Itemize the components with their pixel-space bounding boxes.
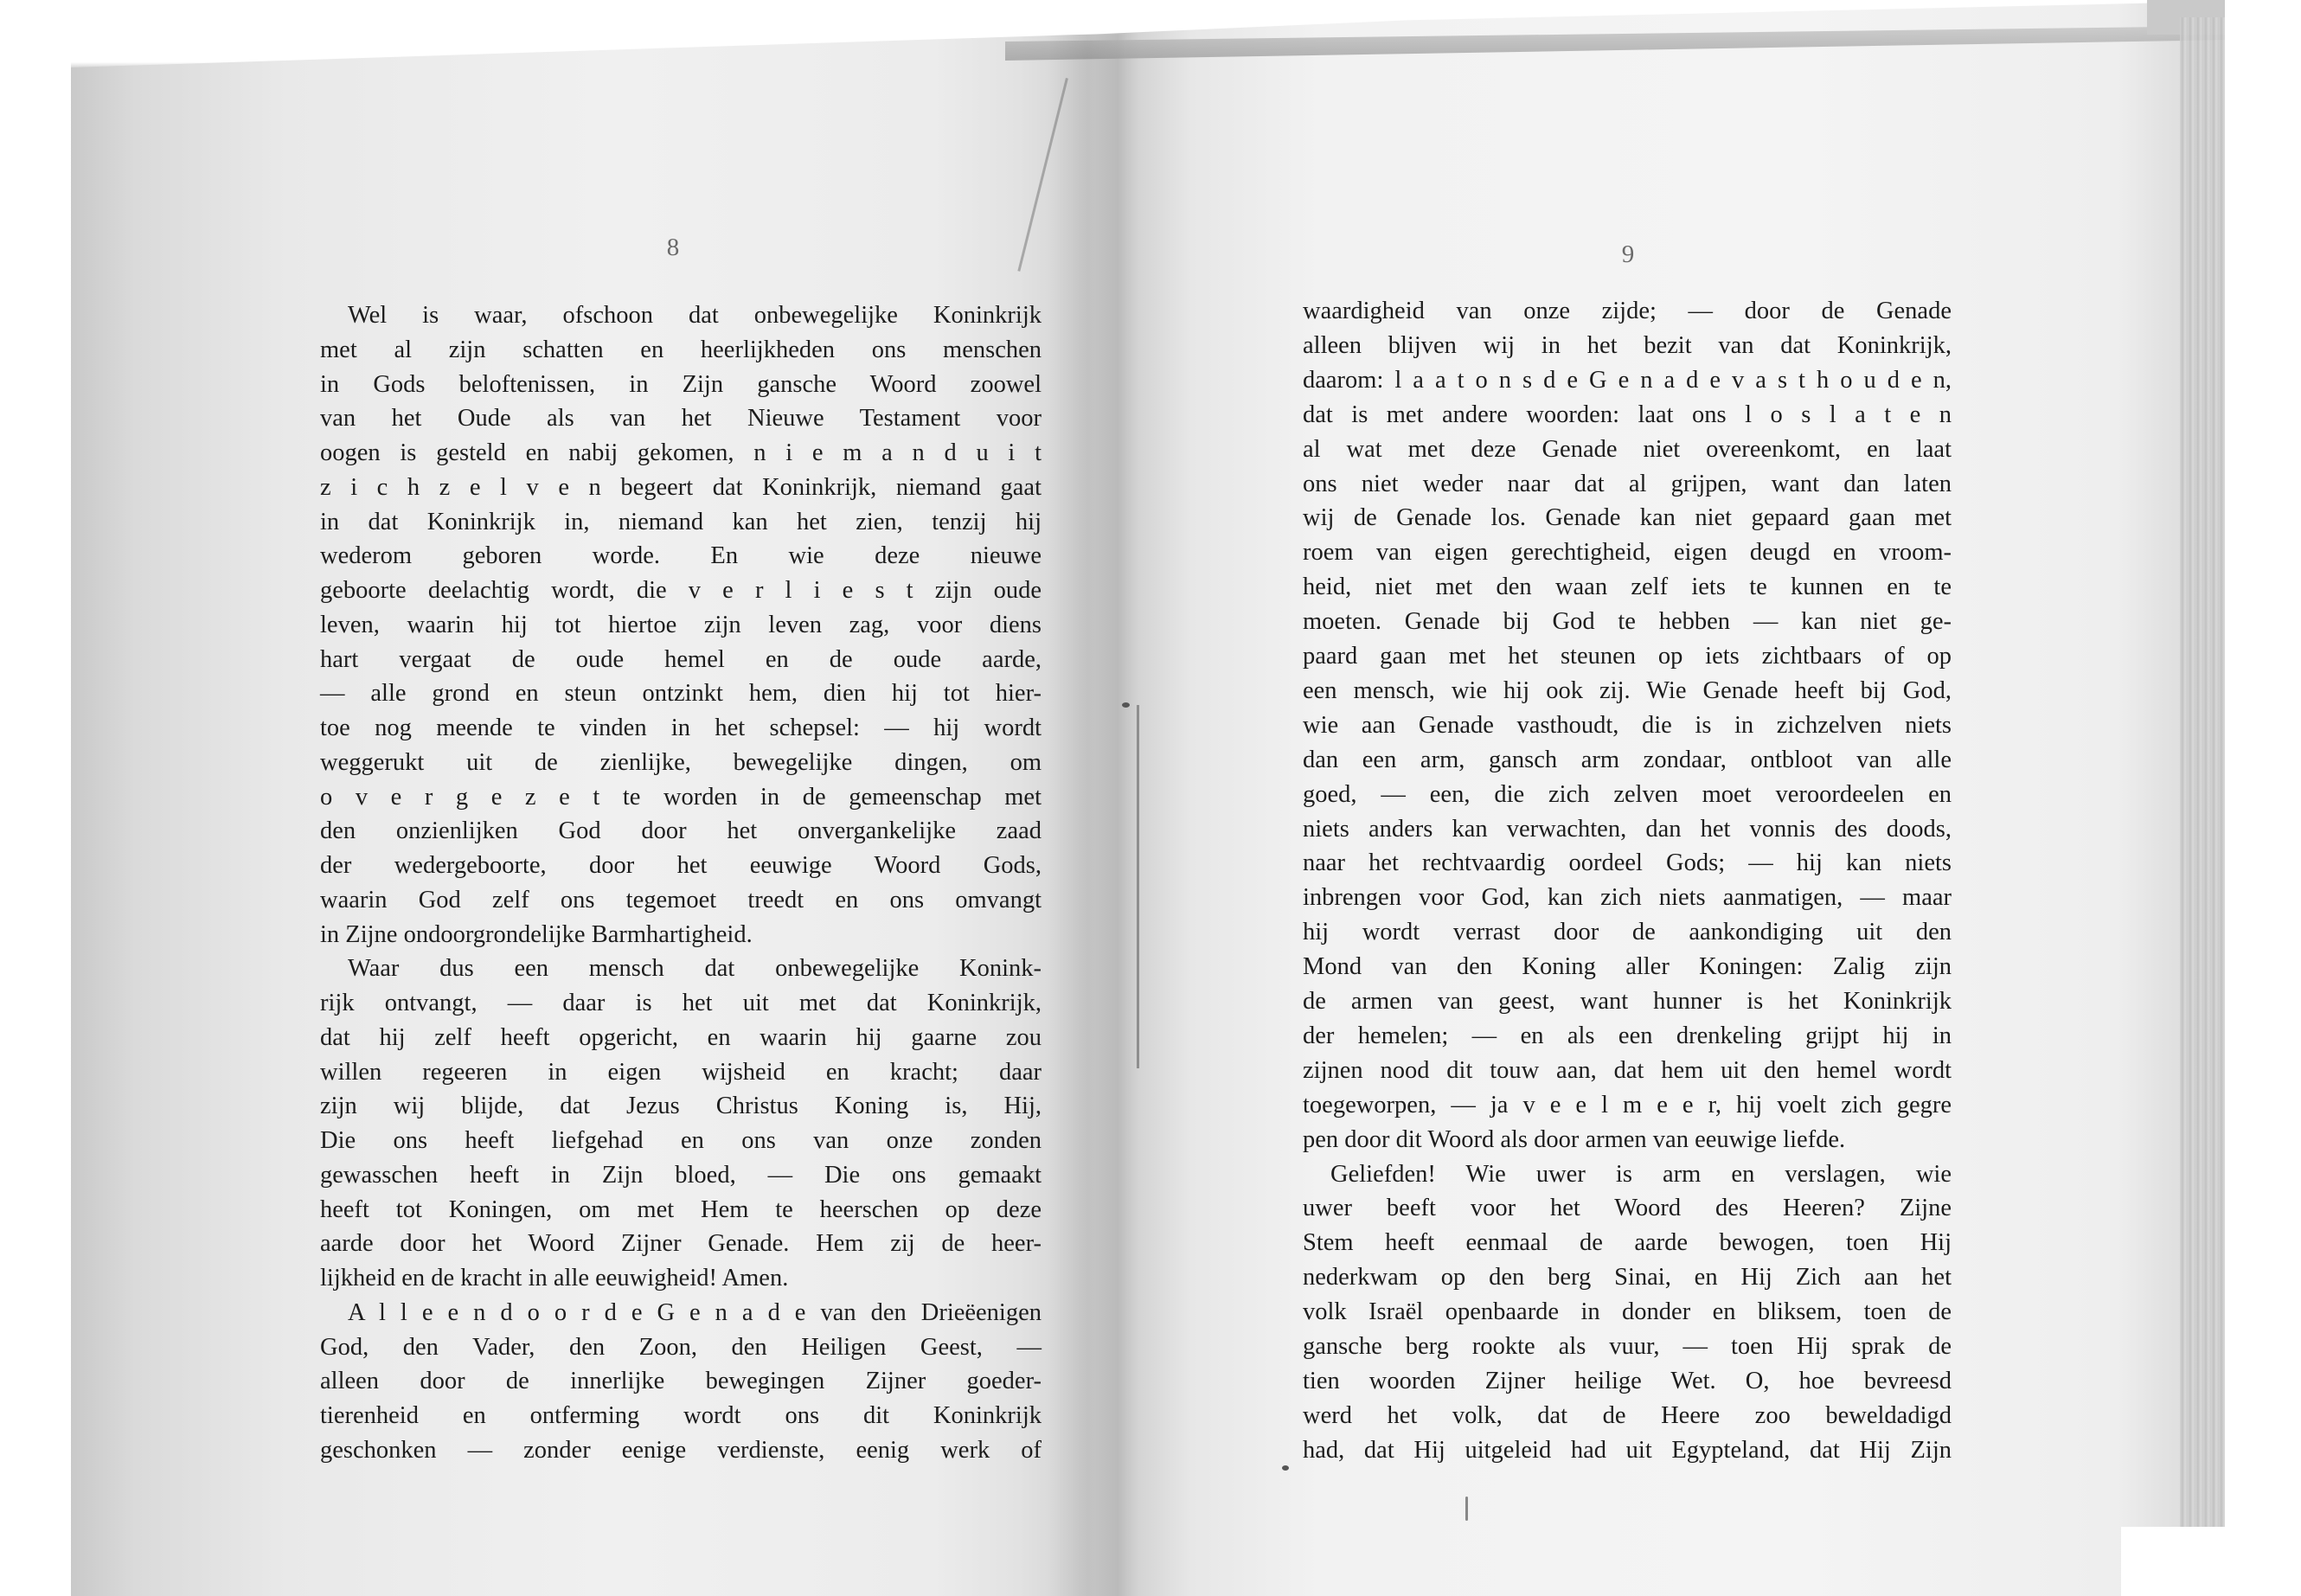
text-line: Mond van den Koning aller Koningen: Zalig zijn [1303, 953, 1952, 981]
text-line: hart vergaat de oude hemel en de oude aarde, [320, 645, 1042, 673]
text-line: gewasschen heeft in Zijn bloed, — Die ons gemaakt [320, 1161, 1042, 1189]
text-line: hij wordt verrast door de aankondiging uit den [1303, 919, 1952, 946]
text-line: paard gaan met het steunen op iets zichtbaars of op [1303, 643, 1952, 670]
ink-speck [1282, 1465, 1289, 1471]
text-line: der hemelen; — en als een drenkeling grijpt hij in [1303, 1022, 1952, 1049]
text-line: leven, waarin hij tot hiertoe zijn leven zag, voor diens [320, 611, 1042, 638]
text-line: al wat met deze Genade niet overeenkomt, en laat [1303, 435, 1952, 463]
page-number: 8 [666, 234, 680, 261]
text-line: zijn wij blijde, dat Jezus Christus Koning is, Hij, [320, 1093, 1042, 1120]
text-line: lijkheid en de kracht in alle eeuwigheid! Amen. [320, 1265, 789, 1292]
text-line: tierenheid en ontferming wordt ons dit Koninkrijk [320, 1402, 1042, 1429]
text-line: volk Israël openbaarde in donder en bliksem, toen de [1303, 1298, 1952, 1326]
text-line: daarom: l a a t o n s d e G e n a d e v a s t h o u d e n, [1303, 366, 1952, 394]
text-line: alleen blijven wij in het bezit van dat Koninkrijk, [1303, 331, 1952, 359]
text-line: had, dat Hij uitgeleid had uit Egypteland, dat Hij Zijn [1303, 1436, 1952, 1464]
text-line: geboorte deelachtig wordt, die v e r l i e s t zijn oude [320, 577, 1042, 604]
text-line: dat is met andere woorden: laat ons l o s l a t e n [1303, 401, 1952, 428]
scanned-book-spread [71, 0, 2225, 1596]
text-line: o v e r g e z e t te worden in de gemeenschap met [320, 783, 1042, 811]
text-line: de armen van geest, want hunner is het Koninkrijk [1303, 988, 1952, 1015]
text-line: pen door dit Woord als door armen van eeuwige liefde. [1303, 1125, 1846, 1153]
text-line: heid, niet met den waan zelf iets te kunnen en te [1303, 574, 1952, 601]
text-line: gansche berg rookte als vuur, — toen Hij sprak de [1303, 1333, 1952, 1360]
text-line: geschonken — zonder eenige verdienste, eenig werk of [320, 1436, 1042, 1464]
text-line: Wel is waar, ofschoon dat onbewegelijke Koninkrijk [348, 302, 1042, 329]
text-line: van het Oude als van het Nieuwe Testament voor [320, 405, 1042, 433]
text-line: een mensch, wie hij ook zij. Wie Genade heeft bij God, [1303, 676, 1952, 704]
text-line: Waar dus een mensch dat onbewegelijke Konink- [348, 955, 1042, 983]
ink-speck [1465, 1497, 1468, 1521]
text-line: roem van eigen gerechtigheid, eigen deugd en vroom- [1303, 539, 1952, 567]
text-line: uwer beeft voor het Woord des Heeren? Zijne [1303, 1195, 1952, 1222]
text-line: Geliefden! Wie uwer is arm en verslagen, wie [1330, 1160, 1952, 1188]
binding-thread [1137, 705, 1139, 1068]
text-line: inbrengen voor God, kan zich niets aanmatigen, — maar [1303, 884, 1952, 912]
text-line: Stem heeft eenmaal de aarde bewogen, toen Hij [1303, 1229, 1952, 1257]
right-page [1303, 240, 1952, 1486]
text-line: naar het rechtvaardig oordeel Gods; — hij kan niets [1303, 849, 1952, 877]
text-line: rijk ontvangt, — daar is het uit met dat Koninkrijk, [320, 990, 1042, 1016]
text-line: tien woorden Zijner heilige Wet. O, hoe bevreesd [1303, 1367, 1952, 1394]
text-line: wie aan Genade vasthoudt, die is in zichzelven niets [1303, 711, 1952, 739]
text-line: goed, — een, die zich zelven moet veroordeelen en [1303, 780, 1952, 808]
text-line: zijnen nood dit touw aan, dat hem uit den hemel wordt [1303, 1056, 1952, 1084]
text-line: z i c h z e l v e n begeert dat Koninkrijk, niemand gaat [320, 473, 1042, 501]
text-line: den onzienlijken God door het onvergankelijke zaad [320, 817, 1042, 845]
text-line: in Zijne ondoorgrondelijke Barmhartigheid. [320, 920, 753, 948]
text-line: met al zijn schatten en heerlijkheden ons menschen [320, 336, 1042, 363]
text-line: werd het volk, dat de Heere zoo beweldadigd [1303, 1401, 1952, 1429]
text-line: oogen is gesteld en nabij gekomen, n i e m a n d u i t [320, 439, 1042, 466]
book-gutter [1048, 35, 1126, 1596]
page-number: 9 [1621, 240, 1635, 268]
text-line: ons niet weder naar dat al grijpen, want dan laten [1303, 470, 1952, 497]
text-line: in dat Koninkrijk in, niemand kan het zien, tenzij hij [320, 508, 1042, 535]
ink-speck [1122, 702, 1130, 708]
text-line: alleen door de innerlijke bewegingen Zijner goeder- [320, 1368, 1042, 1395]
scanner-margin-bottom [2121, 1527, 2225, 1596]
text-line: niets anders kan verwachten, dan het vonnis des doods, [1303, 815, 1952, 843]
text-line: dat hij zelf heeft opgericht, en waarin hij gaarne zou [320, 1023, 1042, 1051]
text-line: weggerukt uit de zienlijke, bewegelijke dingen, om [320, 748, 1042, 776]
text-line: heeft tot Koningen, om met Hem te heerschen op deze [320, 1195, 1042, 1223]
text-line: waardigheid van onze zijde; — door de Genade [1303, 298, 1952, 324]
left-page [320, 234, 1042, 1479]
text-line: dan een arm, gansch arm zondaar, ontbloot van alle [1303, 746, 1952, 773]
text-line: der wedergeboorte, door het eeuwige Woord Gods, [320, 852, 1042, 879]
text-line: wederom geboren worde. En wie deze nieuwe [320, 542, 1042, 570]
text-line: willen regeeren in eigen wijsheid en kracht; daar [320, 1058, 1042, 1086]
text-line: Die ons heeft liefgehad en ons van onze zonden [320, 1127, 1042, 1154]
text-line: toe nog meende te vinden in het schepsel: — hij wordt [320, 715, 1042, 741]
page-stack-edge [2180, 17, 2225, 1531]
text-line: God, den Vader, den Zoon, den Heiligen Geest, — [320, 1333, 1042, 1361]
text-line: wij de Genade los. Genade kan niet gepaard gaan met [1303, 504, 1952, 532]
text-line: moeten. Genade bij God te hebben — kan niet ge- [1303, 608, 1952, 636]
text-line: — alle grond en steun ontzinkt hem, dien hij tot hier- [320, 680, 1042, 708]
text-line: in Gods beloftenissen, in Zijn gansche Woord zoowel [320, 370, 1042, 398]
text-line: A l l e e n d o o r d e G e n a d e van den Drieëenigen [348, 1298, 1042, 1326]
text-line: waarin God zelf ons tegemoet treedt en ons omvangt [320, 886, 1042, 913]
text-line: aarde door het Woord Zijner Genade. Hem zij de heer- [320, 1230, 1042, 1258]
text-line: toegeworpen, — ja v e e l m e e r, hij voelt zich gegre [1303, 1091, 1952, 1118]
text-line: nederkwam op den berg Sinai, en Hij Zich aan het [1303, 1264, 1952, 1292]
